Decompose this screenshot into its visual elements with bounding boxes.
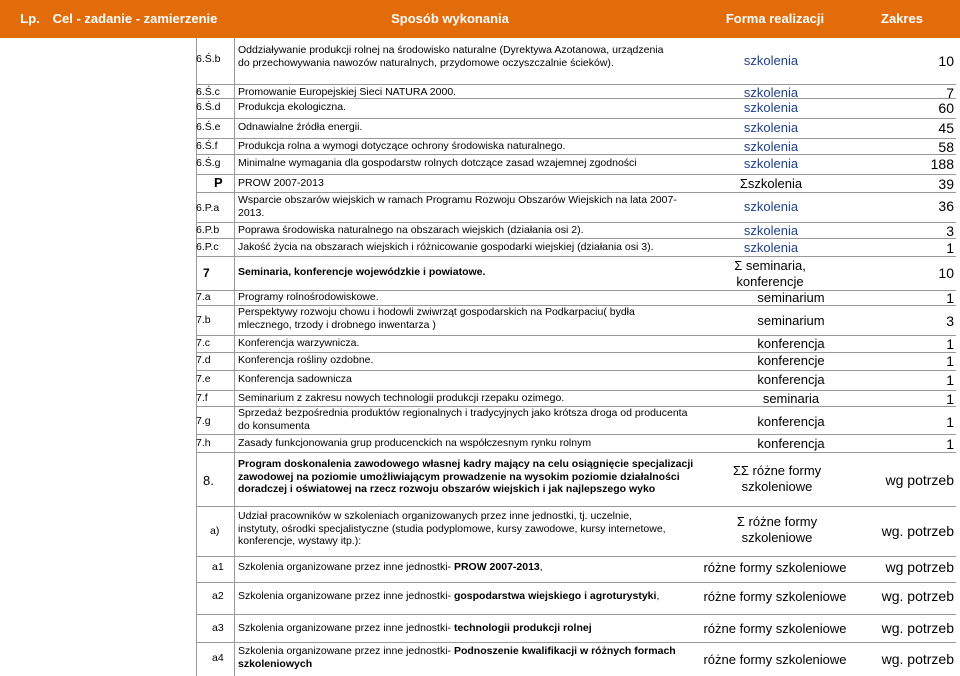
- row-id: 7.d: [196, 354, 211, 366]
- table-row: [0, 42, 960, 84]
- row-desc: Program doskonalenia zawodowego własnej kadry mający na celu osiągnięcie specjalizacji zawodowej na poziomie umożliwiającym prowadzenie na wysokim poziomie działalności doradczej i oświatowej na rzecz rozwoju obszarów wiejskich i jak najlepszego wyko: [238, 458, 694, 496]
- row-id: P: [214, 175, 223, 190]
- row-desc: Produkcja ekologiczna.: [238, 101, 346, 113]
- row-form: seminaria: [762, 391, 820, 406]
- row-id: 7.a: [196, 291, 211, 303]
- row-form: Σszkolenia: [739, 176, 803, 191]
- row-id: 7.f: [196, 392, 208, 404]
- row-scope: 7: [946, 85, 954, 101]
- row-id: 6.Ś.c: [196, 86, 220, 98]
- table-row: [0, 238, 960, 258]
- header-cel: Cel - zadanie - zamierzenie: [52, 11, 218, 26]
- row-desc: Wsparcie obszarów wiejskich w ramach Programu Rozwoju Obszarów Wiejskich na lata 2007-2013.: [238, 194, 677, 219]
- row-id: 7.e: [196, 373, 211, 385]
- row-id: 6.P.a: [196, 202, 220, 214]
- row-form: szkolenia: [743, 240, 799, 255]
- row-id: 6.Ś.b: [196, 53, 221, 65]
- row-id: 7.c: [196, 337, 211, 349]
- row-desc: Jakość życia na obszarach wiejskich i różnicowanie gospodarki wiejskiej (działania osi 3).: [238, 241, 654, 253]
- row-desc: PROW 2007-2013: [238, 177, 324, 189]
- row-scope: wg potrzeb: [885, 559, 954, 575]
- row-desc: Promowanie Europejskiej Sieci NATURA 2000.: [238, 86, 457, 98]
- table-row: [0, 305, 960, 335]
- table-row: [0, 614, 960, 644]
- table-row: [0, 256, 960, 290]
- table-row: [0, 290, 960, 306]
- row-scope: 36: [938, 198, 954, 214]
- row-desc: Odnawialne źródła energii.: [238, 121, 363, 133]
- row-desc: Minimalne wymagania dla gospodarstw rolnych dotczące zasad wzajemnej zgodności: [238, 157, 637, 169]
- row-form: różne formy szkoleniowe: [703, 621, 847, 636]
- row-form: szkolenia: [743, 223, 799, 238]
- row-scope: 1: [946, 372, 954, 388]
- row-desc: Zasady funkcjonowania grup producenckich na współczesnym rynku rolnym: [238, 437, 592, 449]
- row-form: szkolenia: [743, 120, 799, 135]
- row-form: szkolenia: [743, 53, 799, 68]
- row-id: 8.: [203, 473, 214, 488]
- header-forma: Forma realizacji: [725, 11, 825, 26]
- table-row: [0, 434, 960, 454]
- row-id: 7.b: [196, 314, 211, 326]
- table-row: [0, 154, 960, 174]
- table-row: [0, 174, 960, 192]
- row-desc: Szkolenia organizowane przez inne jednostki- technologii produkcji rolnej: [238, 622, 592, 634]
- row-desc: Programy rolnośrodowiskowe.: [238, 291, 379, 303]
- row-scope: wg. potrzeb: [881, 651, 954, 667]
- row-form: szkolenia: [743, 85, 799, 100]
- row-id: 7: [203, 266, 210, 280]
- header-lp: Lp.: [20, 11, 40, 26]
- row-scope: 1: [946, 414, 954, 430]
- table-row: [0, 642, 960, 676]
- row-id: 7.g: [196, 415, 211, 427]
- header-sposob: Sposób wykonania: [391, 11, 509, 26]
- row-form: Σ seminaria, konferencje: [734, 258, 806, 289]
- table-row: [0, 452, 960, 506]
- row-desc: Konferencja warzywnicza.: [238, 337, 360, 349]
- table-row: [0, 118, 960, 138]
- row-scope: 60: [938, 100, 954, 116]
- table-row: [0, 335, 960, 353]
- row-form: różne formy szkoleniowe: [703, 560, 847, 575]
- row-scope: 1: [946, 336, 954, 352]
- table-row: [0, 506, 960, 558]
- row-scope: 10: [938, 53, 954, 69]
- row-desc: Sprzedaż bezpośrednia produktów regionalnych i tradycyjnych jako krótsza droga od producenta do konsumenta: [238, 407, 688, 432]
- table-header: [0, 0, 960, 38]
- header-zakres: Zakres: [881, 11, 923, 26]
- row-form: konferencja: [757, 436, 825, 451]
- row-scope: 45: [938, 120, 954, 136]
- row-scope: 1: [946, 353, 954, 369]
- row-desc: Seminaria, konferencje wojewódzkie i powiatowe.: [238, 266, 486, 278]
- row-id: 6.Ś.f: [196, 140, 218, 152]
- row-id: 6.Ś.e: [196, 121, 221, 133]
- row-scope: 3: [946, 223, 954, 239]
- row-form: konferencja: [757, 372, 825, 387]
- row-scope: wg. potrzeb: [881, 523, 954, 539]
- row-desc: Poprawa środowiska naturalnego na obszarach wiejskich (działania osi 2).: [238, 224, 584, 236]
- row-scope: 10: [938, 265, 954, 281]
- table-row: [0, 192, 960, 222]
- table-row: [0, 582, 960, 612]
- row-scope: wg. potrzeb: [881, 620, 954, 636]
- row-form: różne formy szkoleniowe: [703, 652, 847, 667]
- row-form: seminarium: [757, 313, 825, 328]
- row-form: szkolenia: [743, 139, 799, 154]
- row-scope: wg potrzeb: [885, 472, 954, 488]
- row-id: 6.Ś.g: [196, 157, 221, 169]
- row-scope: 3: [946, 313, 954, 329]
- row-id: a3: [212, 622, 224, 634]
- row-id: 7.h: [196, 437, 211, 449]
- table-row: [0, 352, 960, 370]
- row-id: a): [210, 525, 220, 537]
- row-scope: wg. potrzeb: [881, 588, 954, 604]
- row-id: a1: [212, 561, 224, 573]
- row-form: szkolenia: [743, 199, 799, 214]
- table-row: [0, 370, 960, 390]
- row-desc: Perspektywy rozwoju chowu i hodowli zwiwrząt gospodarskich na Podkarpaciu( bydła mlecznego, trzody i drobnego inwentarza ): [238, 306, 635, 331]
- row-desc: Konferencja rośliny ozdobne.: [238, 354, 374, 366]
- row-desc: Szkolenia organizowane przez inne jednostki- gospodarstwa wiejskiego i agroturystyki,: [238, 590, 660, 602]
- row-desc: Szkolenia organizowane przez inne jednostki- Podnoszenie kwalifikacji w różnych formach szkoleniowych: [238, 645, 676, 670]
- row-form: konferencje: [757, 353, 825, 368]
- row-desc: Produkcja rolna a wymogi dotyczące ochrony środowiska naturalnego.: [238, 140, 566, 152]
- row-form: konferencja: [757, 336, 825, 351]
- table-row: [0, 406, 960, 434]
- row-form: szkolenia: [743, 156, 799, 171]
- row-scope: 1: [946, 290, 954, 306]
- row-scope: 1: [946, 391, 954, 407]
- row-form: Σ różne formy szkoleniowe: [736, 514, 818, 545]
- row-form: szkolenia: [743, 100, 799, 115]
- row-scope: 39: [938, 176, 954, 192]
- row-desc: Konferencja sadownicza: [238, 373, 352, 385]
- table-row: [0, 556, 960, 580]
- row-id: a4: [212, 652, 224, 664]
- row-desc: Seminarium z zakresu nowych technologii produkcji rzepaku ozimego.: [238, 392, 565, 404]
- row-id: 6.P.b: [196, 224, 220, 236]
- row-id: 6.Ś.d: [196, 101, 221, 113]
- table-row: [0, 98, 960, 118]
- row-form: ΣΣ różne formy szkoleniowe: [732, 463, 822, 494]
- row-desc: Szkolenia organizowane przez inne jednostki- PROW 2007-2013,: [238, 561, 543, 573]
- row-form: konferencja: [757, 414, 825, 429]
- row-id: 6.P.c: [196, 241, 219, 253]
- row-scope: 58: [938, 139, 954, 155]
- row-scope: 1: [946, 436, 954, 452]
- row-scope: 188: [930, 156, 954, 172]
- row-id: a2: [212, 590, 224, 602]
- row-form: różne formy szkoleniowe: [703, 589, 847, 604]
- row-desc: Oddziaływanie produkcji rolnej na środowisko naturalne (Dyrektywa Azotanowa, urządzenia do przechowywania nawozów naturalnych, przydomowe oczyszczalnie ścieków).: [238, 44, 664, 69]
- row-scope: 1: [946, 240, 954, 256]
- row-form: seminarium: [757, 290, 825, 305]
- row-desc: Udział pracowników w szkoleniach organizowanych przez inne jednostki, tj. uczelnie, instytuty, ośrodki specjalistyczne (studia podyplomowe, kursy zawodowe, kursy internetowe, konferencje, wystawy itp.):: [238, 510, 666, 548]
